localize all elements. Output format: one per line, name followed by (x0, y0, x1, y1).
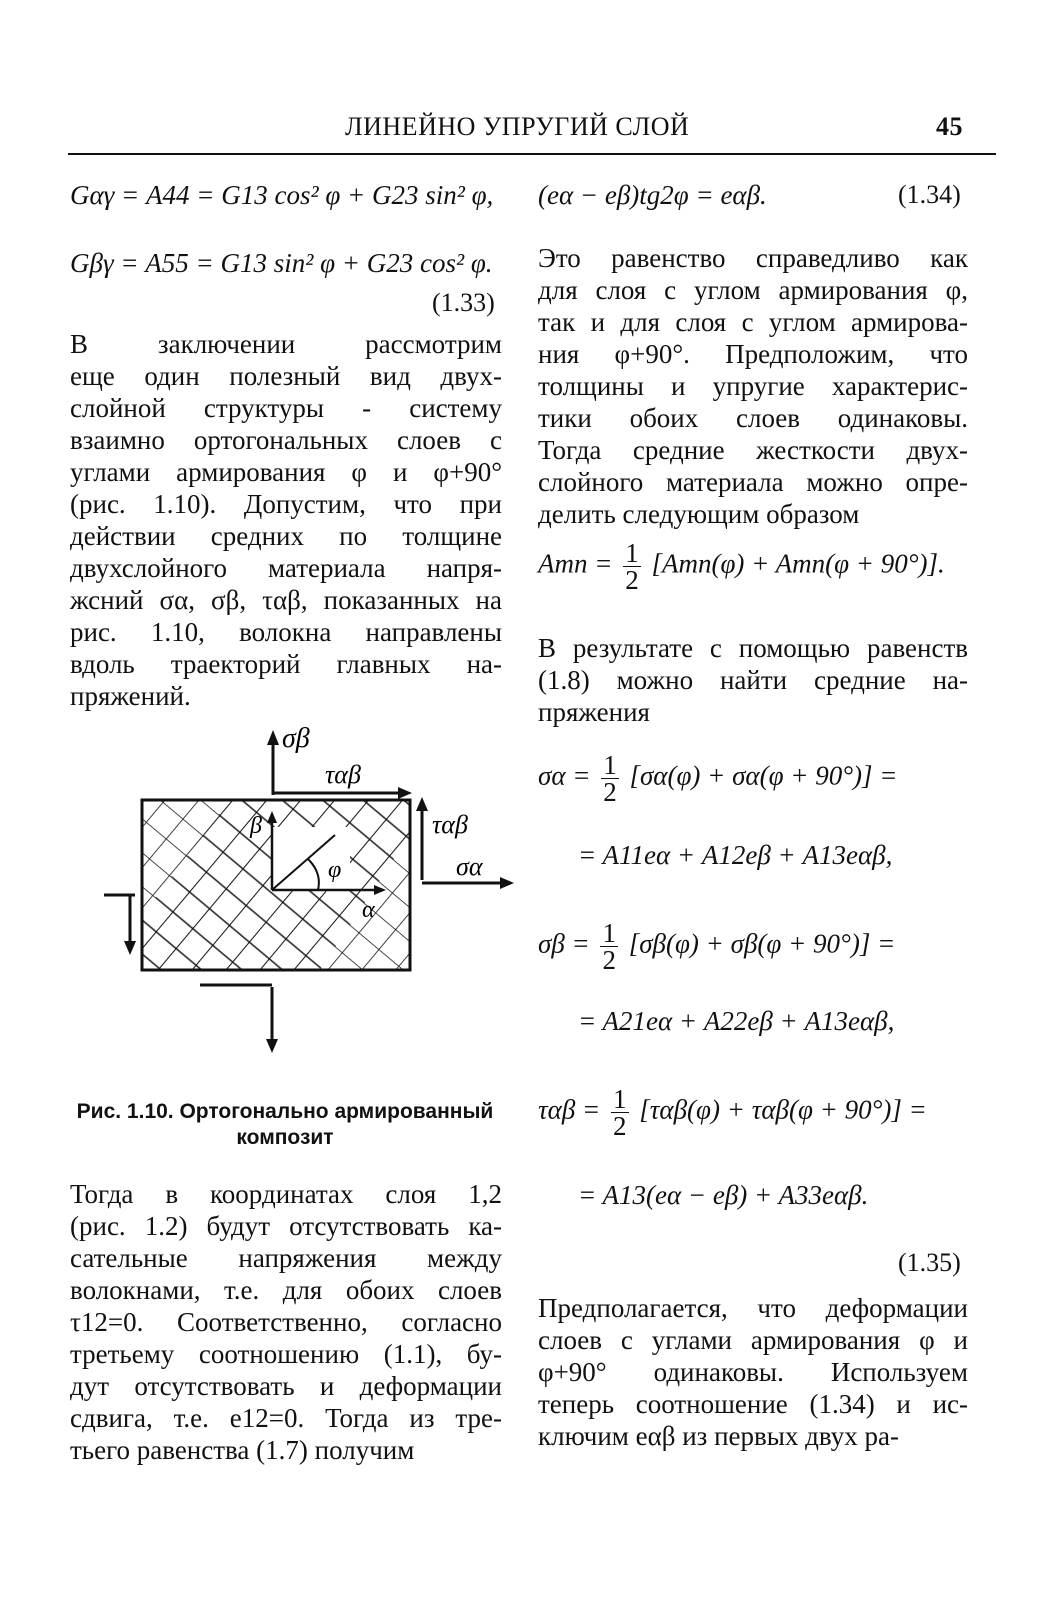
equation-1-34: (eα − eβ)tg2φ = eαβ. (538, 180, 767, 210)
left-paragraph-1-line: (рис. 1.10). Допустим, что при (70, 489, 502, 519)
left-paragraph-1 (70, 328, 502, 712)
left-paragraph-2-line: сдвига, т.е. e12=0. Тогда из тре- (70, 1403, 502, 1433)
left-paragraph-1-line: жсний σα, σβ, ταβ, показанных на (70, 585, 502, 615)
label-beta: β (250, 813, 262, 839)
right-paragraph-3-line: ключим eαβ из первых двух ра- (538, 1421, 899, 1451)
figure-caption-line-2: композит (236, 1126, 334, 1149)
equation-amn: Amn = $\frac{1}{2}$ [Amn(φ) + Amn(φ + 90°)]. (538, 538, 945, 595)
right-paragraph-1-line: делить следующим образом (538, 499, 860, 529)
left-paragraph-1-line: углами армирования φ и φ+90° (70, 457, 502, 487)
right-paragraph-1-line: Это равенство справедливо как (538, 243, 968, 273)
running-header: ЛИНЕЙНО УПРУГИЙ СЛОЙ (345, 112, 690, 141)
right-paragraph-1 (538, 242, 968, 530)
left-paragraph-2-line: сательные напряжения между (70, 1243, 502, 1273)
header-rule (68, 153, 996, 155)
equation-sigma-beta: σβ = $\frac{1}{2}$ [σβ(φ) + σβ(φ + 90°)] = (538, 918, 896, 975)
left-paragraph-1-line: слойной структуры - систему (70, 393, 502, 423)
label-tau-right: ταβ (432, 810, 468, 839)
left-paragraph-2-line: τ12=0. Соответственно, согласно (70, 1307, 502, 1337)
left-paragraph-2-line: дут отсутствовать и деформации (70, 1371, 502, 1401)
right-paragraph-1-line: ния φ+90°. Предположим, что (538, 339, 968, 369)
label-sigma-alpha: σα (456, 852, 483, 881)
right-paragraph-1-line: для слоя с углом армирования φ, (538, 275, 968, 305)
left-paragraph-1-line: еще один полезный вид двух- (70, 361, 502, 391)
right-paragraph-3 (538, 1292, 968, 1452)
right-paragraph-1-line: слойного материала можно опре- (538, 467, 968, 497)
left-paragraph-2 (70, 1178, 502, 1466)
figure-1-10-orthogonal-composite (100, 715, 520, 1060)
left-paragraph-2-line: тьего равенства (1.7) получим (70, 1435, 415, 1465)
right-paragraph-3-line: слоев с углами армирования φ и (538, 1325, 968, 1355)
right-paragraph-2 (538, 632, 968, 728)
right-paragraph-2-line: (1.8) можно найти средние на- (538, 665, 968, 695)
right-paragraph-2-line: пряжения (538, 697, 650, 727)
left-paragraph-1-line: действии средних по толщине (70, 521, 502, 551)
left-paragraph-1-line: пряжений. (70, 681, 191, 711)
left-paragraph-1-line: рис. 1.10, волокна направлены (70, 617, 502, 647)
left-paragraph-1-line: взаимно ортогональных слоев с (70, 425, 502, 455)
figure-caption-line-1: Рис. 1.10. Ортогонально армированный (76, 1100, 494, 1123)
right-paragraph-3-line: Предполагается, что деформации (538, 1293, 968, 1323)
right-paragraph-1-line: толщины и упругие характерис- (538, 371, 968, 401)
left-paragraph-2-line: третьему соотношению (1.1), бу- (70, 1339, 502, 1369)
label-sigma-beta: σβ (282, 723, 310, 754)
left-paragraph-1-line: двухслойного материала напря- (70, 553, 502, 583)
right-paragraph-1-line: Тогда средние жесткости двух- (538, 435, 968, 465)
left-paragraph-2-line: (рис. 1.2) будут отсутствовать ка- (70, 1211, 502, 1241)
equation-g-alpha-gamma: Gαγ = A44 = G13 cos² φ + G23 sin² φ, (70, 180, 494, 210)
equation-number-1-35: (1.35) (898, 1248, 961, 1277)
equation-number-1-34: (1.34) (898, 180, 961, 209)
equation-sigma-beta-result: = A21eα + A22eβ + A13eαβ, (578, 1006, 895, 1036)
left-paragraph-2-line: Тогда в координатах слоя 1,2 (70, 1179, 502, 1209)
right-paragraph-3-line: теперь соотношение (1.34) и ис- (538, 1389, 968, 1419)
label-phi: φ (328, 857, 342, 883)
page-number: 45 (936, 112, 963, 141)
equation-sigma-alpha-result: = A11eα + A12eβ + A13eαβ, (578, 840, 893, 870)
label-alpha: α (362, 897, 375, 923)
left-paragraph-1-line: вдоль траекторий главных на- (70, 649, 502, 679)
right-paragraph-1-line: тики обоих слоев одинаковы. (538, 403, 968, 433)
right-paragraph-2-line: В результате с помощью равенств (538, 633, 968, 663)
left-paragraph-2-line: волокнами, т.е. для обоих слоев (70, 1275, 502, 1305)
right-paragraph-1-line: так и для слоя с углом армирова- (538, 307, 968, 337)
right-paragraph-3-line: φ+90° одинаковы. Используем (538, 1357, 968, 1387)
label-tau-top: ταβ (325, 760, 361, 789)
equation-g-beta-gamma: Gβγ = A55 = G13 sin² φ + G23 cos² φ. (70, 248, 493, 278)
equation-tau: ταβ = $\frac{1}{2}$ [ταβ(φ) + ταβ(φ + 90°)] = (538, 1084, 927, 1141)
equation-tau-result: = A13(eα − eβ) + A33eαβ. (578, 1180, 869, 1210)
equation-number-1-33: (1.33) (432, 288, 495, 317)
equation-sigma-alpha: σα = $\frac{1}{2}$ [σα(φ) + σα(φ + 90°)] = (538, 750, 898, 807)
left-paragraph-1-line: В заключении рассмотрим (70, 329, 502, 359)
